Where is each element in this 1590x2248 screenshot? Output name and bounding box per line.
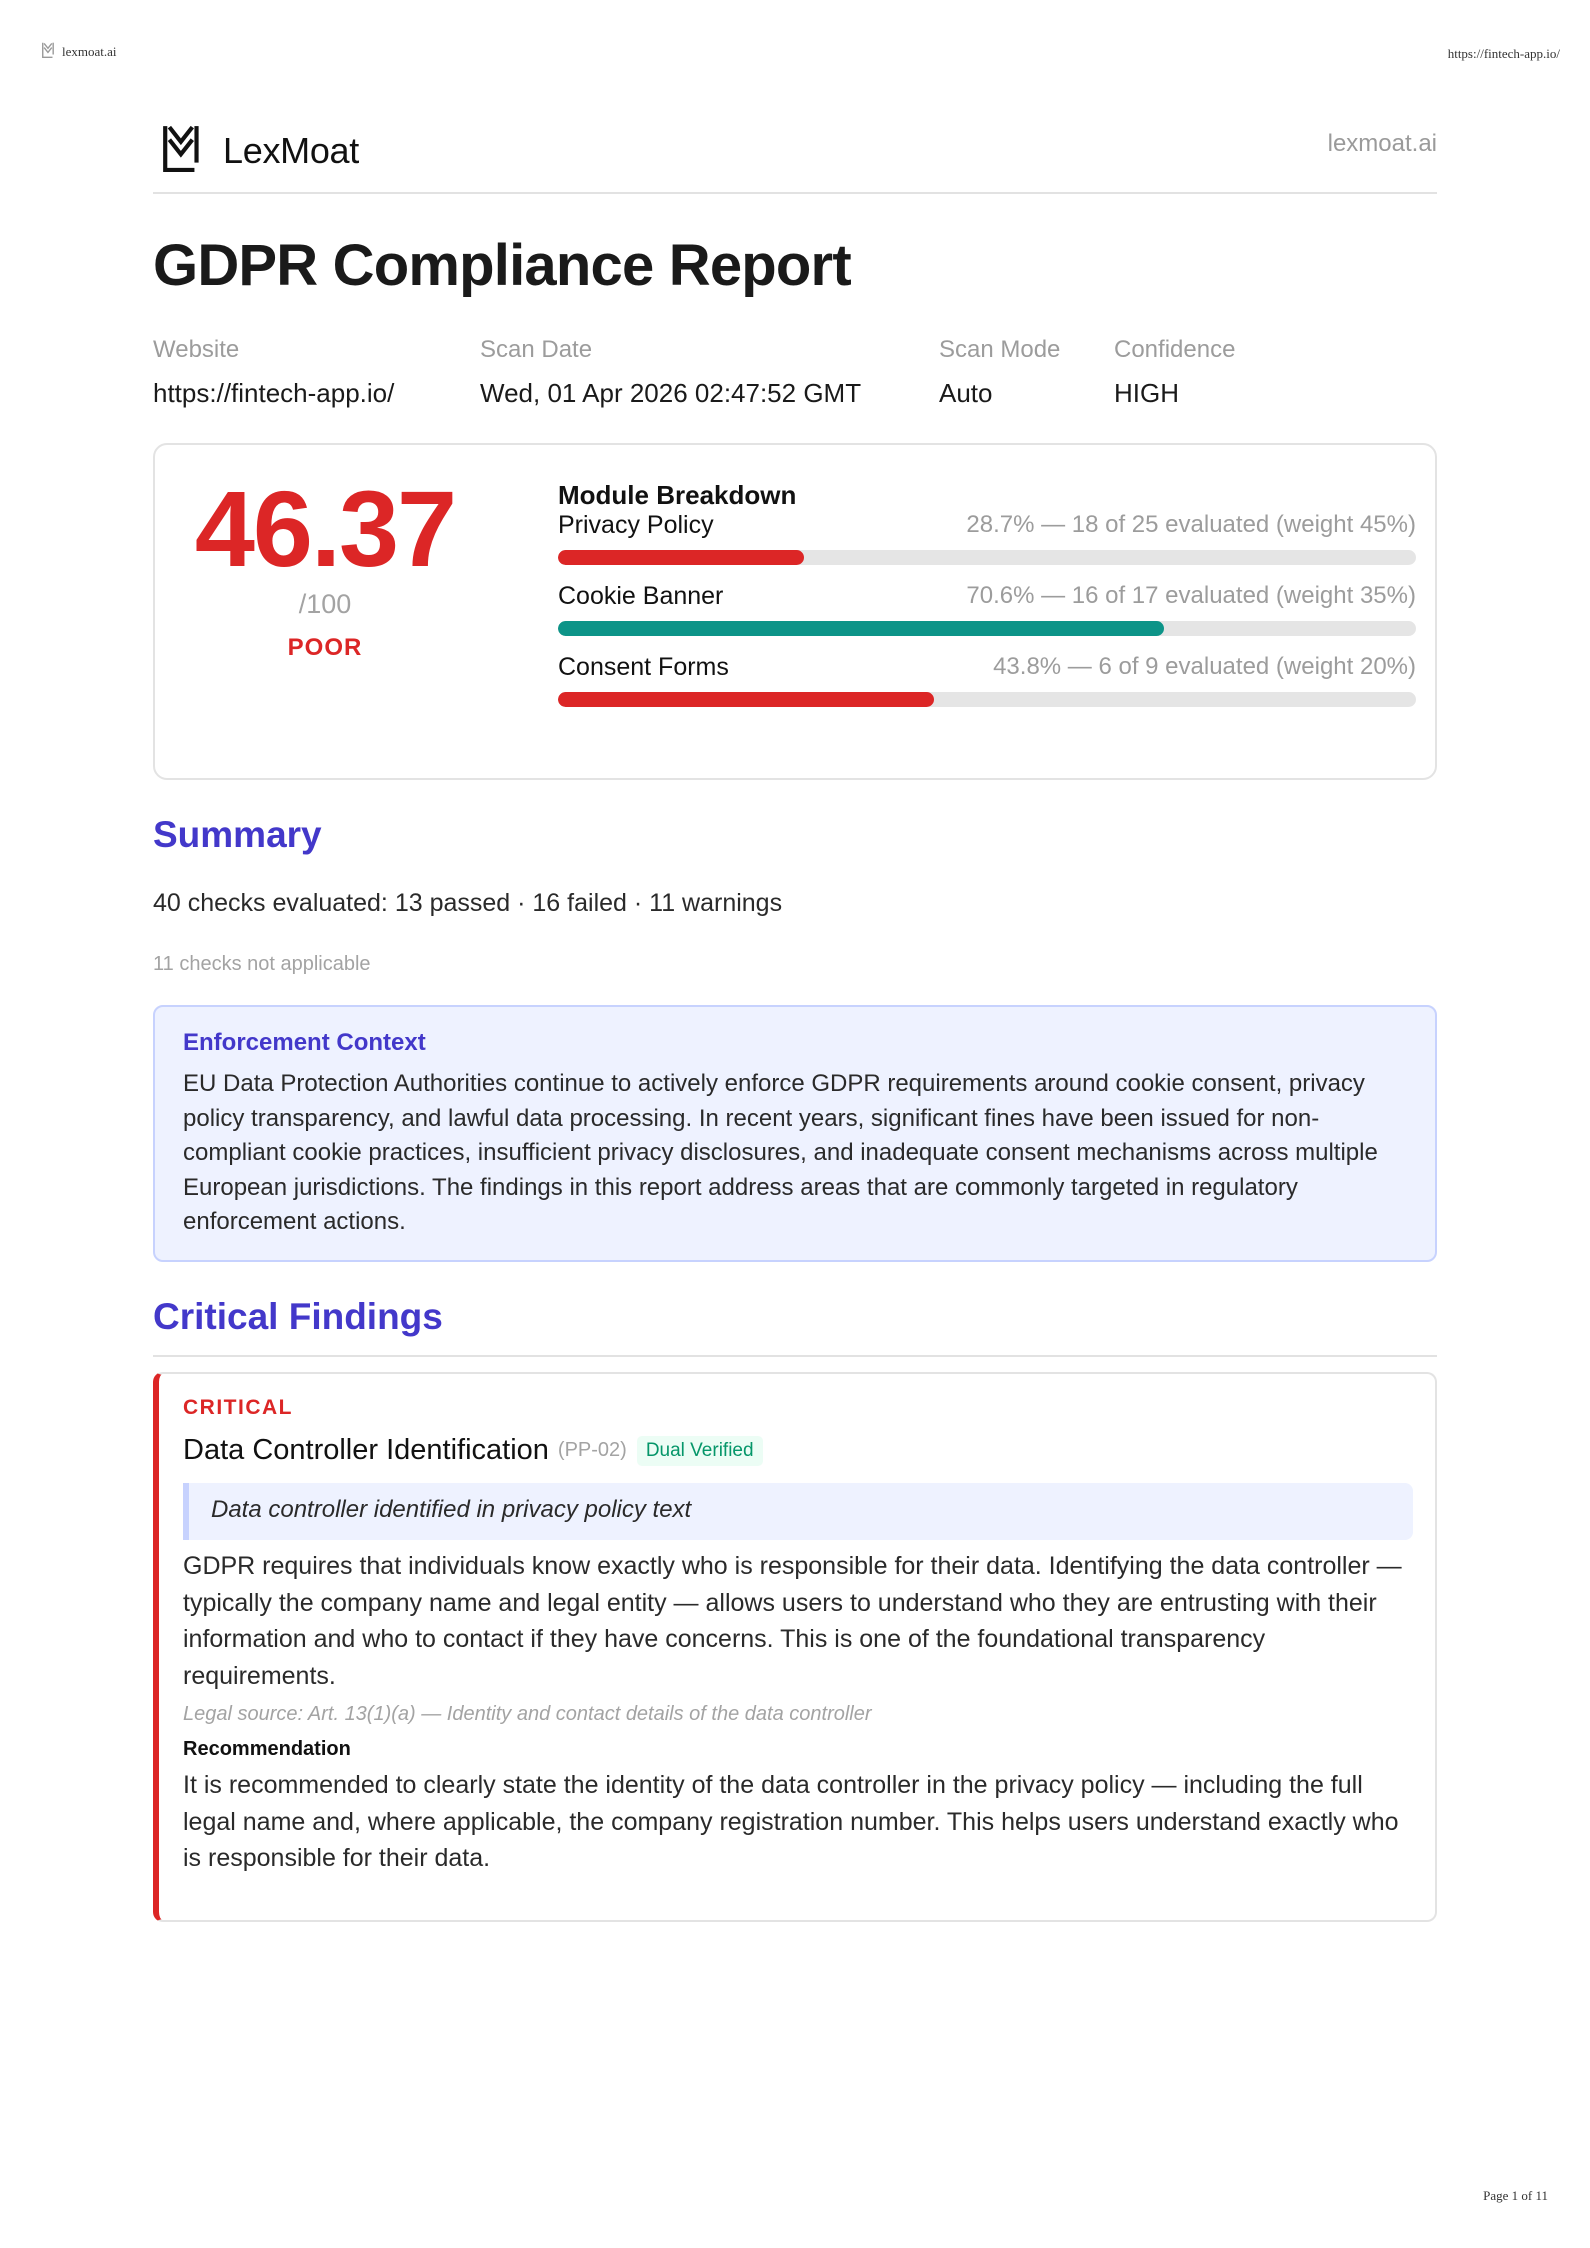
meta-value: https://fintech-app.io/ — [153, 378, 395, 408]
brand-name: LexMoat — [223, 129, 359, 171]
checks-summary: 40 checks evaluated: 13 passed · 16 failed · 11 warnings — [153, 889, 783, 917]
finding-description: GDPR requires that individuals know exactly who is responsible for their data. Identifying the data controller — typically the company name and legal entity — allows users to understand who they are entrusting with their information and who to contact if they have concerns. This is one of the foundational transparency requirements. — [183, 1552, 1402, 1690]
meta-label: Website — [153, 336, 240, 363]
enforcement-title: Enforcement Context — [183, 1029, 426, 1056]
meta-website — [153, 336, 394, 409]
module-stats: 70.6% — 16 of 17 evaluated (weight 35%) — [966, 582, 1416, 609]
brand-header — [153, 122, 1437, 172]
score-max: /100 — [298, 589, 352, 619]
progress-bar — [558, 550, 1416, 565]
print-header-site: lexmoat.ai — [62, 44, 117, 59]
critical-findings-heading: Critical Findings — [153, 1296, 443, 1337]
meta-value: HIGH — [1114, 378, 1179, 408]
print-header — [42, 42, 1560, 66]
progress-fill — [558, 621, 1164, 636]
score-card — [153, 443, 1437, 780]
severity-label: CRITICAL — [183, 1396, 293, 1419]
lexmoat-logo-icon — [161, 124, 207, 177]
meta-value: Auto — [939, 378, 993, 408]
progress-fill — [558, 550, 804, 565]
score-grade: POOR — [287, 634, 363, 661]
page-title: GDPR Compliance Report — [153, 233, 851, 298]
verification-badge: Dual Verified — [637, 1436, 763, 1466]
header-divider — [153, 192, 1437, 194]
overall-score — [175, 468, 475, 662]
meta-label: Scan Date — [480, 336, 593, 363]
recommendation-text: It is recommended to clearly state the identity of the data controller in the privacy policy — including the full legal name and, where applicable, the company registration number. This helps users understand exactly who is responsible for their data. — [183, 1771, 1399, 1872]
meta-label: Scan Mode — [939, 336, 1061, 363]
lexmoat-logo-icon — [42, 42, 56, 62]
module-stats: 43.8% — 6 of 9 evaluated (weight 20%) — [993, 653, 1416, 680]
summary-heading: Summary — [153, 814, 322, 855]
brand — [161, 124, 359, 177]
progress-bar — [558, 692, 1416, 707]
module-name: Consent Forms — [558, 653, 729, 681]
enforcement-text: EU Data Protection Authorities continue to actively enforce GDPR requirements around cookie consent, privacy policy transparency, and lawful data processing. In recent years, significant fines have been issued for non-compliant cookie practices, insufficient privacy disclosures, and inadequate consent mechanisms across multiple European jurisdictions. The findings in this report address areas that are commonly targeted in regulatory enforcement actions. — [183, 1070, 1378, 1235]
legal-source: Legal source: Art. 13(1)(a) — Identity and contact details of the data controller — [183, 1703, 872, 1725]
meta-scan-mode — [939, 336, 1060, 409]
module-name: Privacy Policy — [558, 511, 714, 539]
enforcement-context — [153, 1005, 1437, 1262]
page-number: Page 1 of 11 — [1483, 2188, 1548, 2203]
module-name: Cookie Banner — [558, 582, 724, 610]
not-applicable-count: 11 checks not applicable — [153, 953, 371, 975]
finding-code: (PP-02) — [557, 1439, 627, 1461]
module-breakdown-title: Module Breakdown — [558, 480, 797, 510]
score-value: 46.37 — [194, 468, 456, 589]
module-privacy-policy — [558, 511, 1416, 582]
recommendation-label: Recommendation — [183, 1738, 351, 1760]
progress-bar — [558, 621, 1416, 636]
section-divider — [153, 1355, 1437, 1357]
finding-title: Data Controller Identification — [183, 1434, 549, 1466]
meta-confidence — [1114, 336, 1235, 409]
brand-domain: lexmoat.ai — [1327, 130, 1437, 157]
meta-scan-date — [480, 336, 861, 409]
evidence-quote: Data controller identified in privacy policy text — [183, 1483, 1413, 1540]
module-breakdown — [558, 480, 1416, 724]
meta-value: Wed, 01 Apr 2026 02:47:52 GMT — [480, 378, 862, 408]
print-header-url: https://fintech-app.io/ — [1447, 46, 1560, 61]
finding-header — [183, 1434, 1413, 1467]
module-stats: 28.7% — 18 of 25 evaluated (weight 45%) — [966, 511, 1416, 538]
module-consent-forms — [558, 653, 1416, 724]
module-cookie-banner — [558, 582, 1416, 653]
finding-card — [153, 1372, 1437, 1922]
progress-fill — [558, 692, 934, 707]
meta-label: Confidence — [1114, 336, 1236, 363]
